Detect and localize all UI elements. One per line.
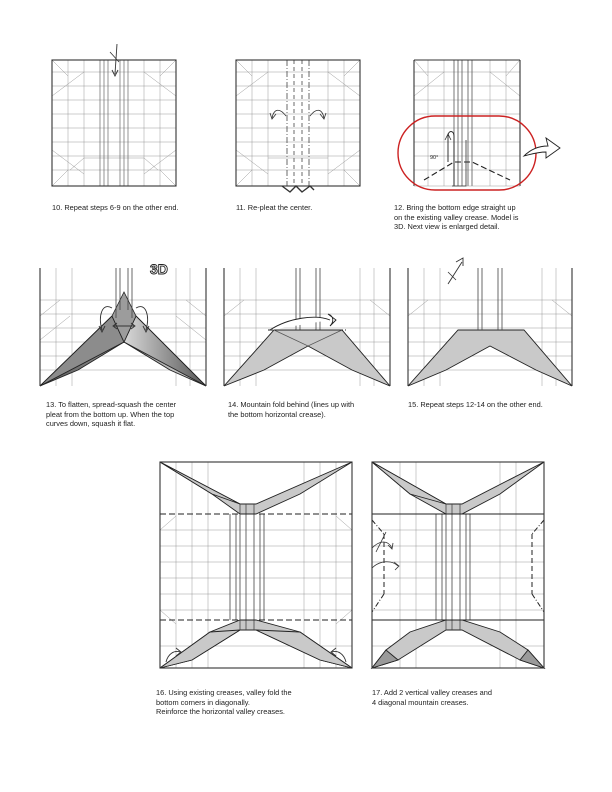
enlarge-arrow-icon	[524, 138, 560, 158]
caption-step-10	[52, 203, 222, 213]
caption-line: the bottom horizontal crease).	[228, 409, 326, 419]
enlargement-highlight	[398, 116, 536, 190]
3d-badge: 3D	[150, 261, 168, 277]
caption-line: bottom corners in diagonally.	[156, 697, 250, 707]
step-11-diagram	[236, 60, 360, 192]
angle-label: 90°	[430, 155, 439, 161]
caption-line: pleat from the bottom up. When the top	[46, 409, 175, 419]
caption-line: 12. Bring the bottom edge straight up	[394, 203, 516, 212]
caption-step-12	[394, 203, 584, 232]
step-14-diagram	[224, 268, 390, 386]
step-13-diagram	[40, 261, 206, 386]
step-12-diagram	[398, 60, 560, 190]
caption-line: 10. Repeat steps 6-9 on the other end.	[52, 203, 179, 212]
caption-line: 17. Add 2 vertical valley creases and	[372, 688, 492, 697]
caption-line: 11. Re-pleat the center.	[236, 203, 313, 212]
step-16-diagram	[160, 462, 352, 668]
caption-line: curves down, squash it flat.	[46, 419, 136, 429]
step-10-diagram	[52, 44, 176, 186]
caption-step-16	[156, 688, 346, 717]
step-17-diagram	[372, 462, 544, 668]
caption-line: 4 diagonal mountain creases.	[372, 697, 469, 707]
step-15-diagram	[408, 258, 572, 386]
caption-step-13	[46, 400, 221, 429]
caption-step-14	[228, 400, 403, 419]
caption-line: on the existing valley crease. Model is	[394, 212, 519, 222]
caption-line: 15. Repeat steps 12-14 on the other end.	[408, 400, 543, 409]
caption-step-11	[236, 203, 386, 213]
caption-step-15	[408, 400, 598, 410]
caption-line: 13. To flatten, spread-squash the center	[46, 400, 177, 409]
caption-step-17	[372, 688, 562, 707]
caption-line: 16. Using existing creases, valley fold the	[156, 688, 292, 697]
caption-line: Reinforce the horizontal valley creases.	[156, 707, 285, 717]
caption-line: 3D. Next view is enlarged detail.	[394, 222, 500, 232]
caption-line: 14. Mountain fold behind (lines up with	[228, 400, 355, 409]
